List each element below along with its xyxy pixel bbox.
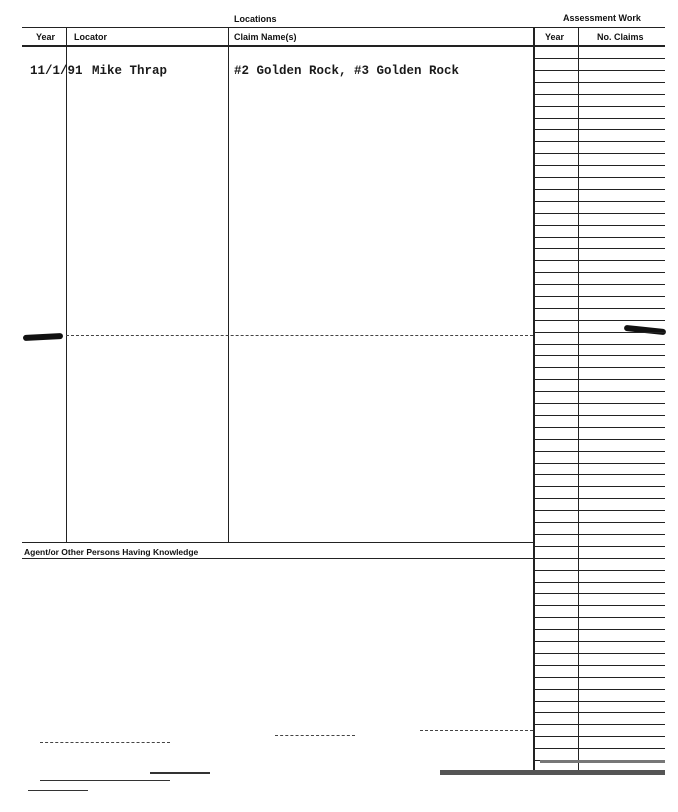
assessment-work-row-rule: [535, 617, 665, 618]
agent-section-label-rule: [22, 558, 533, 559]
assessment-work-row-rule: [535, 677, 665, 678]
assessment-work-row-rule: [535, 129, 665, 130]
entry-locator: Mike Thrap: [92, 64, 168, 78]
assessment-work-row-rule: [535, 118, 665, 119]
assessment-work-row-rule: [535, 272, 665, 273]
assessment-work-row-rule: [535, 320, 665, 321]
ink-smudge-right: [624, 325, 666, 335]
scan-artifact-bar: [40, 780, 170, 781]
assessment-work-row-rule: [535, 70, 665, 71]
scan-artifact-line: [420, 730, 533, 731]
assessment-work-row-rule: [535, 284, 665, 285]
agent-section-top-rule: [22, 542, 533, 543]
assessment-work-row-rule: [535, 189, 665, 190]
assessment-work-row-rule: [535, 451, 665, 452]
assessment-work-row-rule: [535, 689, 665, 690]
column-header-aw-year: Year: [545, 32, 565, 42]
assessment-work-row-rule: [535, 510, 665, 511]
assessment-work-row-rule: [535, 296, 665, 297]
assessment-work-row-rule: [535, 665, 665, 666]
assessment-work-row-rule: [535, 522, 665, 523]
column-header-locator: Locator: [74, 32, 108, 42]
year-locator-divider: [66, 27, 67, 542]
column-header-year: Year: [36, 32, 56, 42]
assessment-work-row-rule: [535, 403, 665, 404]
assessment-work-row-rule: [535, 82, 665, 83]
scan-artifact-bar: [540, 760, 665, 763]
assessment-work-row-rule: [535, 379, 665, 380]
assessment-work-row-rule: [535, 641, 665, 642]
assessment-work-row-rule: [535, 582, 665, 583]
scan-artifact-line: [275, 735, 355, 736]
entry-date: 11/1/91: [30, 64, 83, 78]
assessment-work-row-rule: [535, 463, 665, 464]
assessment-work-row-rule: [535, 58, 665, 59]
assessment-work-row-rule: [535, 474, 665, 475]
assessment-work-row-rule: [535, 225, 665, 226]
assessment-work-row-rule: [535, 415, 665, 416]
assessment-work-row-rule: [535, 439, 665, 440]
assessment-work-row-rule: [535, 153, 665, 154]
assessment-work-row-rule: [535, 201, 665, 202]
column-header-no-claims: No. Claims: [597, 32, 644, 42]
assessment-work-row-rule: [535, 367, 665, 368]
assessment-work-row-rule: [535, 558, 665, 559]
locator-claims-divider: [228, 27, 229, 542]
scan-artifact-line: [40, 742, 170, 743]
assessment-work-row-rule: [535, 653, 665, 654]
assessment-work-row-rule: [535, 486, 665, 487]
assessment-work-row-rule: [535, 248, 665, 249]
assessment-work-row-rule: [535, 332, 665, 333]
assessment-work-row-rule: [535, 308, 665, 309]
header-top-rule: [22, 27, 665, 28]
assessment-work-row-rule: [535, 748, 665, 749]
assessment-work-row-rule: [535, 213, 665, 214]
assessment-work-heading: Assessment Work: [563, 13, 641, 23]
assessment-work-row-rule: [535, 165, 665, 166]
assessment-work-row-rule: [535, 498, 665, 499]
scan-artifact-bar: [150, 772, 210, 774]
assessment-work-row-rule: [535, 94, 665, 95]
column-header-claim-names: Claim Name(s): [234, 32, 297, 42]
ink-smudge-left: [23, 333, 63, 341]
assessment-work-row-rule: [535, 106, 665, 107]
assessment-work-row-rule: [535, 391, 665, 392]
assessment-work-row-rule: [535, 593, 665, 594]
assessment-work-row-rule: [535, 701, 665, 702]
scan-artifact-bar: [28, 790, 88, 791]
assessment-work-row-rule: [535, 546, 665, 547]
assessment-work-row-rule: [535, 355, 665, 356]
assessment-work-row-rule: [535, 724, 665, 725]
locations-assessment-divider: [533, 27, 535, 772]
assessment-work-row-rule: [535, 570, 665, 571]
assessment-work-row-rule: [535, 736, 665, 737]
fold-line: [66, 335, 533, 336]
assessment-work-row-rule: [535, 629, 665, 630]
assessment-work-row-rule: [535, 427, 665, 428]
agent-section-label: Agent/or Other Persons Having Knowledge: [24, 547, 199, 557]
assessment-work-row-rule: [535, 141, 665, 142]
entry-claim-names: #2 Golden Rock, #3 Golden Rock: [234, 64, 460, 78]
aw-year-claims-divider: [578, 27, 579, 772]
assessment-work-row-rule: [535, 534, 665, 535]
locations-heading: Locations: [234, 14, 277, 24]
assessment-work-row-rule: [535, 237, 665, 238]
assessment-work-row-rule: [535, 712, 665, 713]
header-bottom-rule: [22, 45, 665, 47]
assessment-work-row-rule: [535, 344, 665, 345]
scan-artifact-bar: [440, 770, 665, 775]
assessment-work-row-rule: [535, 605, 665, 606]
assessment-work-row-rule: [535, 260, 665, 261]
assessment-work-row-rule: [535, 177, 665, 178]
